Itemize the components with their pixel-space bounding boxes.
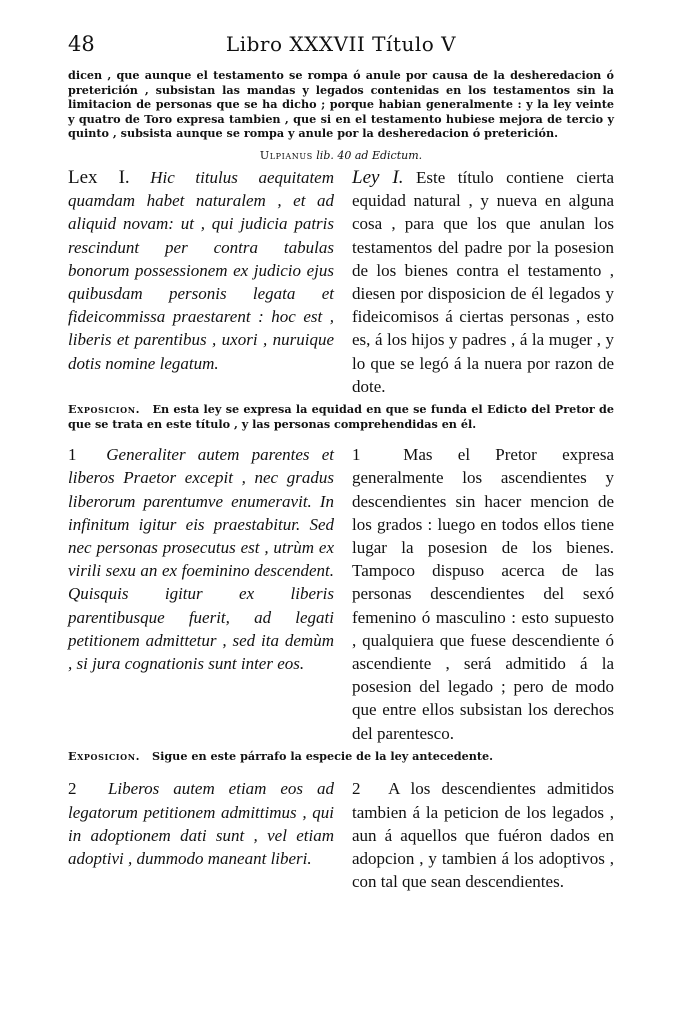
lex-i-latin-lead: Lex I. bbox=[68, 166, 130, 188]
page-header bbox=[68, 30, 614, 64]
exposicion-label: Exposicion. bbox=[68, 402, 141, 416]
paragraph-1-spanish-number: 1 bbox=[352, 445, 361, 465]
paragraph-2-latin bbox=[68, 777, 334, 893]
lex-i-pair bbox=[68, 166, 614, 398]
paragraph-2-spanish-text: A los descendientes admitidos tambien á la peticion de los legados , aun á aquellos que fuéron dados en adopcion , y tambien á los adoptivos , con tal que sean descendientes. bbox=[352, 779, 614, 892]
source-book: lib. bbox=[316, 148, 334, 162]
paragraph-1-spanish bbox=[352, 443, 614, 745]
lex-i-spanish bbox=[352, 166, 614, 398]
paragraph-1-latin-number: 1 bbox=[68, 445, 77, 465]
paragraph-2-spanish bbox=[352, 777, 614, 893]
paragraph-2-latin-number: 2 bbox=[68, 779, 77, 799]
source-citation bbox=[68, 149, 614, 162]
paragraph-1-pair bbox=[68, 443, 614, 745]
lex-i-spanish-text: Este título contiene cierta equidad natural , y nueva en alguna cosa , para que los que anulan los testamentos del padre por la posesion de los bienes contra el testamento , diesen por disposicion de él legados y fideicomisos á ciertas personas , esto es, á los hijos y padres , á la muger , y lo que se legó á la nuera por razon de dote. bbox=[352, 167, 614, 396]
exposicion-paragraph-1 bbox=[68, 749, 614, 764]
lex-i-latin bbox=[68, 166, 334, 398]
paragraph-1-latin-text: Generaliter autem parentes et liberos Praetor excepit , nec gradus liberorum parentumve enumeravit. In infinitum igitur eis praestabitur. Sed nec personas prosecutus est , utrùm ex virili sexu an ex foeminino descendent. Quisquis igitur ex liberis parentibusque fuerit, ad legati petitionem admittetur , sed ita demùm , si jura cognationis sunt inter eos. bbox=[68, 445, 335, 674]
exposicion-lex-i bbox=[68, 402, 614, 431]
book-page bbox=[68, 30, 614, 893]
exposicion-text: En esta ley se expresa la equidad en que se funda el Edicto del Pretor de que se trata en este título , y las personas comprehendidas en él. bbox=[68, 402, 614, 431]
continued-commentary: dicen , que aunque el testamento se rompa ó anule por causa de la desheredacion ó preterición , subsistan las mandas y legados contenidas en los testamentos sin la limitacion de personas que se ha dicho ; porque habian generalmente : y la ley veinte y quatro de Toro expresa tambien , que si en el testamento hubiese mejora de tercio y quinto , subsista aunque se rompa y anule por la desheredacion ó preterición. bbox=[68, 68, 614, 141]
source-rest: 40 ad Edictum. bbox=[337, 148, 423, 162]
paragraph-2-pair bbox=[68, 777, 614, 893]
paragraph-2-latin-text: Liberos autem etiam eos ad legatorum petitionem admittimus , qui in adoptionem dati sunt , vel etiam adoptivi , dummodo maneant liberi. bbox=[68, 779, 334, 869]
lex-i-latin-text: Hic titulus aequitatem quamdam habet naturalem , et ad aliquid novam: ut , qui judicia patris rescindunt per contra tabulas bonorum possessionem ex judicio ejus quibusdam personis legata et fideicommissa praestarent : hoc est , liberis et parentibus , uxori , nuruique dotis nomine legatum. bbox=[68, 167, 334, 373]
paragraph-2-spanish-number: 2 bbox=[352, 779, 361, 799]
lex-i-spanish-lead: Ley I. bbox=[352, 166, 404, 188]
source-author: Ulpianus bbox=[259, 148, 313, 162]
exposicion-text: Sigue en este párrafo la especie de la ley antecedente. bbox=[152, 748, 494, 763]
exposicion-label: Exposicion. bbox=[68, 748, 141, 763]
paragraph-1-spanish-text: Mas el Pretor expresa generalmente los ascendientes y descendientes sin hacer mencion de los grados : luego en todos ellos tiene lugar la posesion de los bienes. Tampoco dispuso acerca de las personas descendientes del sexó femenino ó masculino : esto supuesto , qualquiera que fuese descendiente ó ascendiente , será admitido á la posesion del legado ; pero de modo que entre ellos subsistan los derechos del parentesco. bbox=[352, 445, 614, 743]
running-title: Libro XXXVII Título V bbox=[225, 32, 457, 56]
page-number: 48 bbox=[68, 32, 95, 56]
paragraph-1-latin bbox=[68, 443, 334, 745]
